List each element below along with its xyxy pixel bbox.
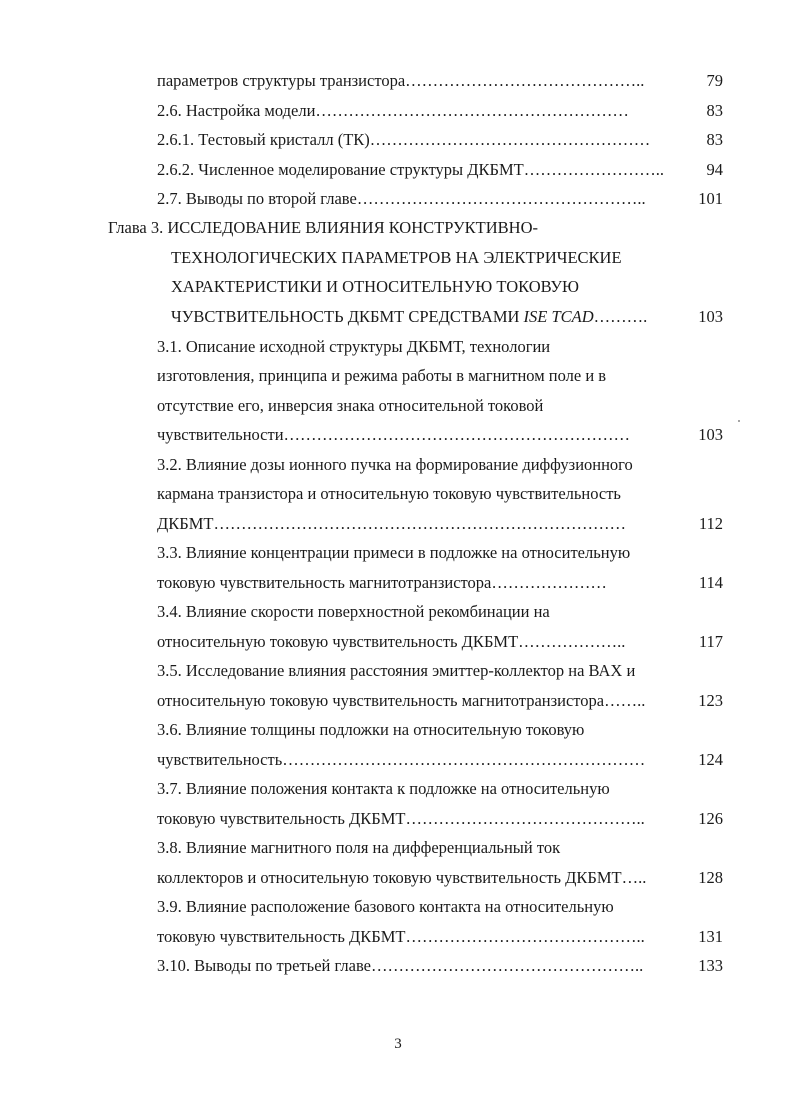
toc-entry-title: 3.1. Описание исходной структуры ДКБМТ, технологии [157,337,551,356]
toc-entry-title: токовую чувствительность магнитотранзистора………………… [157,573,607,592]
toc-entry-title: 2.6.2. Численное моделирование структуры ДКБМТ…………………….. [157,160,665,179]
toc-entry-page: 79 [706,71,723,90]
toc-entry [157,184,723,213]
toc-entry-page: 133 [698,956,723,975]
toc-chapter-heading [171,243,723,272]
page-number: 3 [394,1036,402,1052]
toc-entry-page: 103 [698,425,723,444]
toc-entry-title: чувствительности……………………………………………………… [157,425,631,444]
toc-entry-page: 126 [698,809,723,828]
toc-entry-title: кармана транзистора и относительную токовую чувствительность [157,484,621,503]
toc-entry-title: 3.5. Исследование влияния расстояния эмиттер-коллектор на ВАХ и [157,661,636,680]
toc-entry [157,597,723,626]
toc-entry [157,155,723,184]
toc-entry [157,833,723,862]
toc-entry-title: относительную токовую чувствительность ДКБМТ……………….. [157,632,626,651]
toc-chapter-heading [171,272,723,301]
toc-entry-page: 94 [706,160,723,179]
toc-chapter-heading [108,213,723,242]
toc-entry-title: параметров структуры транзистора…………………………………….. [157,71,645,90]
toc-entry-title: отсутствие его, инверсия знака относительной токовой [157,396,544,415]
toc-entry [157,892,723,921]
toc-entry [157,804,723,833]
toc-entry-title: токовую чувствительность ДКБМТ…………………………………….. [157,809,645,828]
toc-entry-page: 103 [698,307,723,326]
toc-entry-title: 3.7. Влияние положения контакта к подложке на относительную [157,779,610,798]
toc-entry [157,66,723,95]
software-name: ISE TCAD [523,307,594,326]
toc-entry [157,509,723,538]
toc-entry-title: 3.4. Влияние скорости поверхностной рекомбинации на [157,602,550,621]
toc-entry-title: 3.10. Выводы по третьей главе………………………………………….. [157,956,644,975]
scan-speck [738,420,740,422]
toc-entry [157,538,723,567]
toc-entry-title: 3.2. Влияние дозы ионного пучка на формирование диффузионного [157,455,633,474]
toc-entry [157,391,723,420]
toc-entry-page: 83 [706,130,723,149]
toc-entry-title: 3.6. Влияние толщины подложки на относительную токовую [157,720,585,739]
toc-entry [157,125,723,154]
toc-entry [157,627,723,656]
toc-entry [157,96,723,125]
toc-entry [157,450,723,479]
toc-entry [157,361,723,390]
toc-entry-title: 2.6. Настройка модели………………………………………………… [157,101,629,120]
toc-entry-title: ЧУВСТВИТЕЛЬНОСТЬ ДКБМТ СРЕДСТВАМИ ISE TCAD………. [171,307,648,326]
toc-entry [157,568,723,597]
toc-entry-title: чувствительность………………………………………………………… [157,750,646,769]
toc-entry-title: 3.9. Влияние расположение базового контакта на относительную [157,897,614,916]
toc-entry-title: Глава 3. ИССЛЕДОВАНИЕ ВЛИЯНИЯ КОНСТРУКТИВНО- [108,218,538,237]
toc-entry-title: ДКБМТ………………………………………………………………… [157,514,626,533]
toc-entry-page: 117 [698,632,723,651]
toc-entry-page: 83 [706,101,723,120]
toc-entry-title: 3.8. Влияние магнитного поля на дифференциальный ток [157,838,561,857]
toc-entry-title: токовую чувствительность ДКБМТ…………………………………….. [157,927,645,946]
toc-entry-title: 3.3. Влияние концентрации примеси в подложке на относительную [157,543,631,562]
toc-entry-title: ХАРАКТЕРИСТИКИ И ОТНОСИТЕЛЬНУЮ ТОКОВУЮ [171,277,579,296]
toc-entry [157,479,723,508]
toc-entry-title: 2.7. Выводы по второй главе…………………………………………….. [157,189,646,208]
toc-entry [157,774,723,803]
toc-entry [157,686,723,715]
toc-entry [157,656,723,685]
toc-entry [157,922,723,951]
toc-entry-page: 114 [698,573,723,592]
toc-entry [171,302,723,331]
toc-entry-title: ТЕХНОЛОГИЧЕСКИХ ПАРАМЕТРОВ НА ЭЛЕКТРИЧЕСКИЕ [171,248,622,267]
toc-entry [157,420,723,449]
toc-entry [157,951,723,980]
toc-entry-page: 123 [698,691,723,710]
toc-entry-title: относительную токовую чувствительность магнитотранзистора…….. [157,691,646,710]
toc-entry-title: коллекторов и относительную токовую чувствительность ДКБМТ….. [157,868,647,887]
toc-entry-page: 101 [698,189,723,208]
toc-entry [157,332,723,361]
toc-entry [157,745,723,774]
toc-entry-page: 128 [698,868,723,887]
toc-entry-page: 112 [698,514,723,533]
toc-entry-title: изготовления, принципа и режима работы в магнитном поле и в [157,366,607,385]
toc-entry [157,863,723,892]
toc-entry-page: 124 [698,750,723,769]
toc-entry [157,715,723,744]
toc-entry-page: 131 [698,927,723,946]
toc-entry-title: 2.6.1. Тестовый кристалл (ТК)…………………………………………… [157,130,651,149]
